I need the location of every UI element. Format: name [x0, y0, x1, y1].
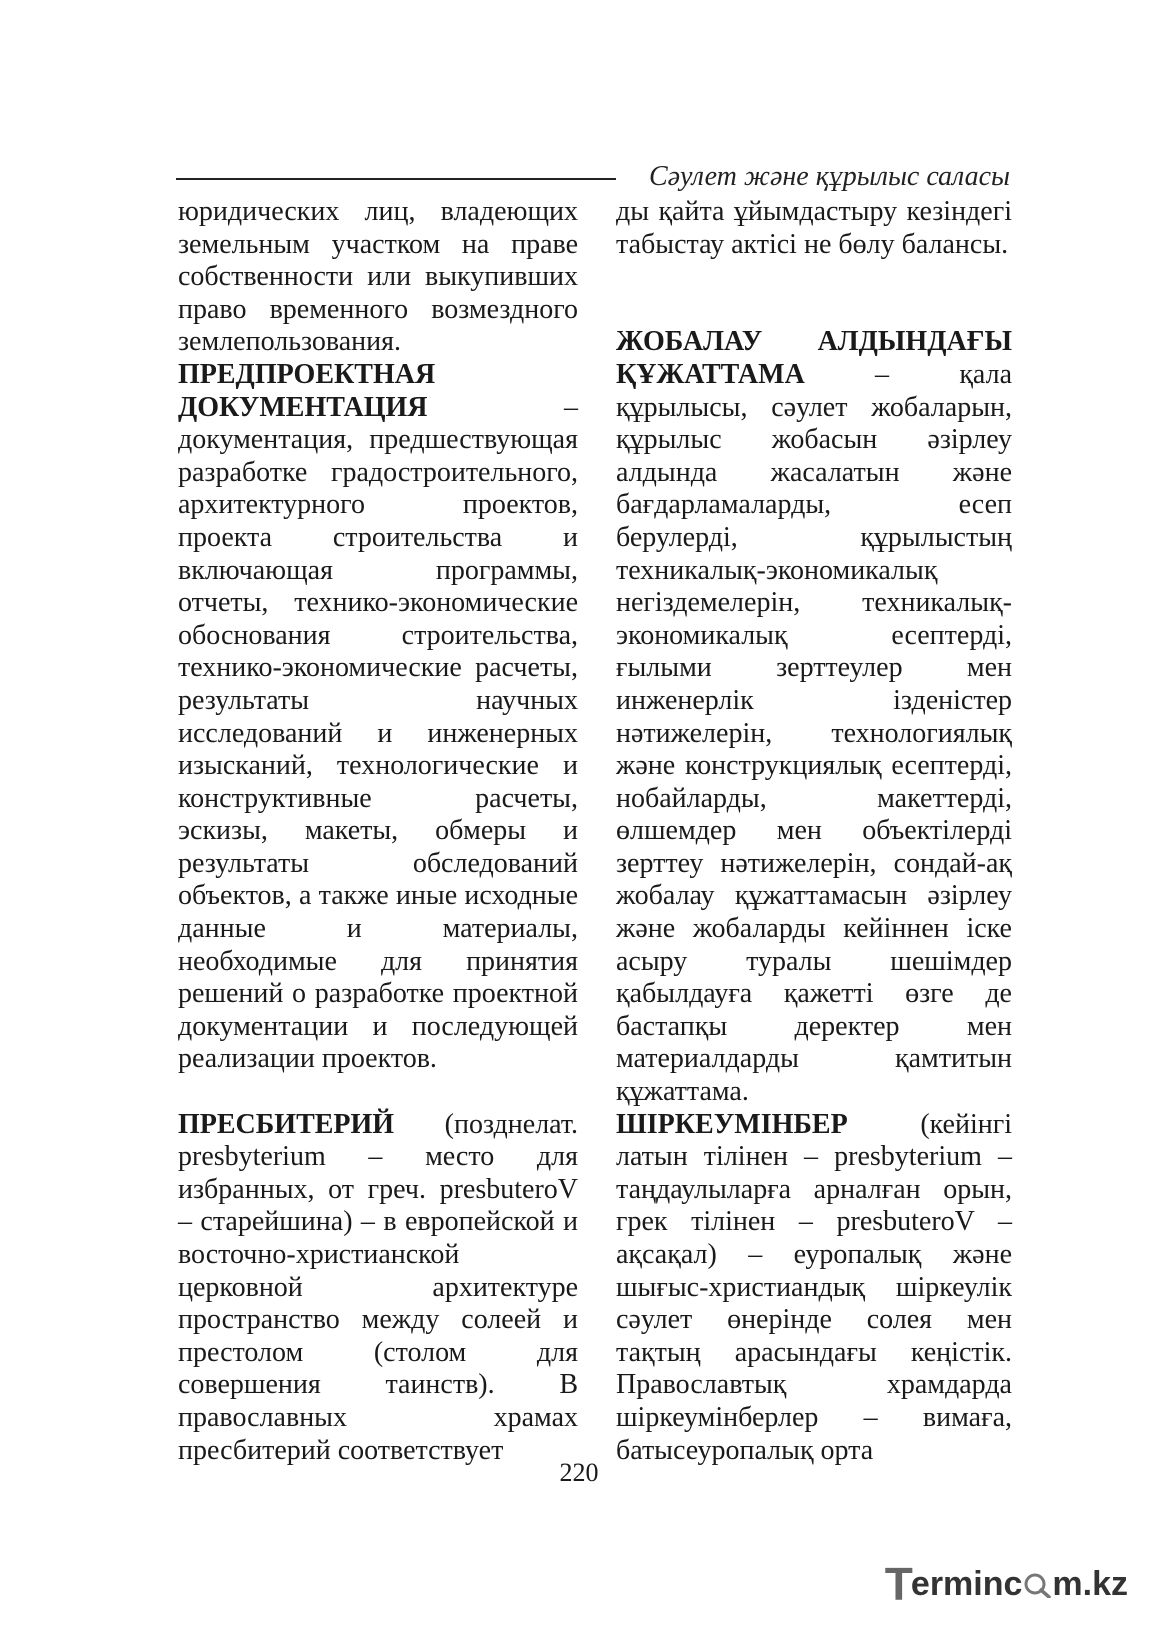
entry-definition: – документация, предшествующая разработке градостроительного, архитектурного проектов, проекта строительства и включающая программы, отчеты, технико-экономические обоснования строительства, технико-экономические расчеты, результаты научных исследований и инженерных изысканий, технологические и конструктивные расчеты, эскизы, макеты, обмеры и результаты обследований объектов, а также иные исходные данные и материалы, необходимые для принятия решений о разработке проектной документации и последующей реализации проектов. — [178, 391, 578, 1075]
entry-zhobalau — [616, 326, 1012, 1108]
entry-definition: (кейінгі латын тілінен – presbyterium – таңдаулыларға арналған орын, грек тілінен – presbuteroV – ақсақал) – еуропалық және шығыс-христиандық шіркеулік сәулет өнерінде солея мен тақтың арасындағы кеңістік. Православтық храмдарда шіркеумінберлер – вимаға, батысеуропалық орта — [616, 1108, 1012, 1466]
left-column — [178, 196, 578, 1467]
watermark-text-part2: m.kz — [1052, 1564, 1128, 1603]
entry-predproektnaya — [178, 359, 578, 1076]
page-number: 220 — [559, 1458, 599, 1487]
header-rule — [176, 178, 616, 180]
entry-shirkeuminber — [616, 1109, 1012, 1468]
termincom-watermark — [885, 1559, 1128, 1609]
watermark-t: T — [884, 1558, 913, 1610]
entry-term: ЖОБАЛАУ АЛДЫНДАҒЫ ҚҰЖАТТАМА — [616, 326, 1012, 390]
running-head: Сәулет және құрылыс саласы — [648, 161, 1010, 192]
left-continuation: юридических лиц, владеющих земельным участком на праве собственности или выкупивших право временного возмездного землепользования. — [178, 196, 578, 358]
entry-definition: (позднелат. presbyterium – место для избранных, от греч. presbuteroV – старейшина) – в европейской и восточно-христианской церковной архитектуре пространство между солеей и престолом (столом для совершения таинств). В православных храмах пресбитерий соответствует — [178, 1108, 578, 1466]
entry-term: ПРЕДПРОЕКТНАЯ ДОКУМЕНТАЦИЯ — [178, 358, 436, 423]
magnifier-icon — [1023, 1570, 1051, 1598]
entry-term: ШІРКЕУМІНБЕР — [616, 1108, 848, 1140]
right-column — [616, 196, 1012, 1467]
entry-presbiteriy — [178, 1109, 578, 1468]
entry-definition: – қала құрылысы, сәулет жобаларын, құрылыс жобасын әзірлеу алдында жасалатын және бағдарламаларды, есеп берулерді, құрылыстың техникалық-экономикалық негіздемелерін, техникалық-экономикалық есептерді, ғылыми зерттеулер мен инженерлік ізденістер нәтижелерін, технологиялық және конструкциялық есептерді, нобайларды, макеттерді, өлшемдер мен объектілерді зерттеу нәтижелерін, сондай-ақ жобалау құжаттамасын әзірлеу және жобаларды кейіннен іске асыру туралы шешімдер қабылдауға қажетті өзге де бастапқы деректер мен материалдарды қамтитын құжаттама. — [616, 358, 1012, 1108]
right-continuation: ды қайта ұйымдастыру кезіндегі табыстау актісі не бөлу балансы. — [616, 196, 1012, 260]
entry-term: ПРЕСБИТЕРИЙ — [178, 1108, 395, 1140]
watermark-text-part1: erminc — [910, 1564, 1023, 1603]
